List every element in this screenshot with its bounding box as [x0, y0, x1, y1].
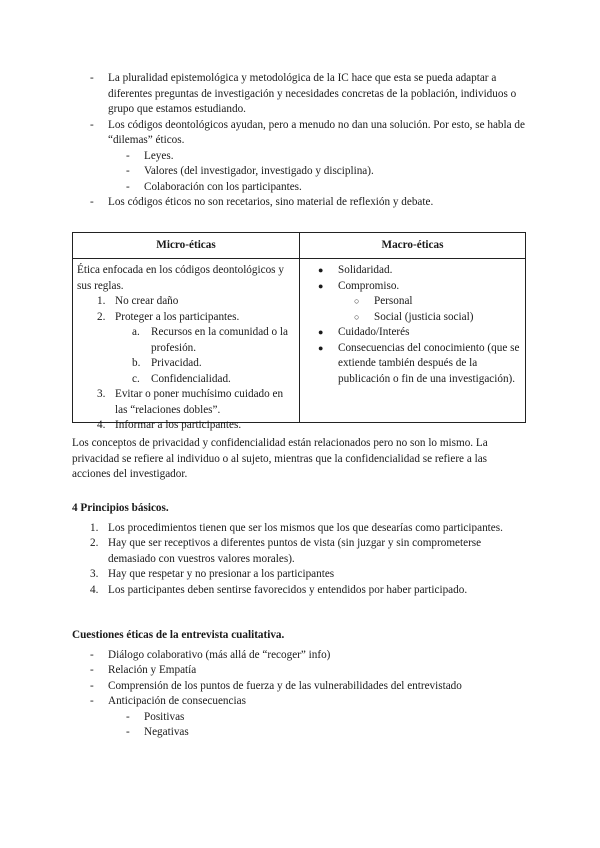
macro-sublist: [308, 294, 523, 325]
letter-marker: c.: [132, 372, 140, 385]
dot-marker: ●: [318, 327, 324, 337]
dash-marker: -: [90, 72, 94, 84]
list-item-text: Los participantes deben sentirse favorecidos y entendidos por haber participado.: [108, 583, 468, 596]
list-item: [72, 648, 527, 664]
list-item: [308, 294, 523, 310]
number-marker: 2.: [97, 310, 106, 323]
ethics-table: [72, 232, 526, 431]
number-marker: 4.: [97, 419, 106, 431]
list-item: [308, 341, 523, 388]
list-item: [72, 710, 527, 726]
micro-column: [77, 263, 297, 434]
interview-ethics-section: [72, 628, 527, 741]
dot-marker: ●: [318, 280, 324, 291]
list-item-text: Anticipación de consecuencias: [108, 695, 246, 707]
list-item: [72, 536, 527, 567]
list-item: [308, 325, 523, 341]
dash-marker: -: [126, 710, 130, 723]
list-item: [77, 356, 297, 372]
circle-marker: ○: [354, 296, 360, 306]
list-item: [77, 387, 297, 418]
list-item-text: Positivas: [144, 710, 185, 723]
number-marker: 1.: [97, 295, 106, 307]
dash-marker: -: [90, 664, 94, 676]
list-item-text: Privacidad.: [151, 357, 202, 369]
list-item-text: Los códigos deontológicos ayudan, pero a menudo no dan una solución. Por esto, se habla de “dilemas” éticos.: [108, 118, 525, 146]
list-item-text: Cuidado/Interés: [338, 326, 410, 338]
list-item: [90, 195, 530, 211]
list-item-text: Proteger a los participantes.: [115, 310, 240, 323]
list-item-text: Social (justicia social): [374, 310, 474, 323]
list-item-text: Relación y Empatía: [108, 664, 197, 676]
list-item-text: Compromiso.: [338, 279, 400, 292]
list-item: [308, 279, 523, 295]
list-item: [77, 310, 297, 326]
section-title: 4 Principios básicos.: [72, 502, 169, 514]
list-item-text: Valores (del investigador, investigado y disciplina).: [144, 165, 374, 177]
dot-marker: ●: [318, 342, 324, 353]
list-item: [126, 180, 530, 196]
list-item-text: Recursos en la comunidad o la profesión.: [151, 326, 289, 354]
dash-marker: -: [126, 180, 130, 193]
list-item: [72, 583, 527, 599]
number-marker: 3.: [97, 388, 106, 400]
list-item: [72, 694, 527, 710]
list-item: [90, 118, 530, 149]
dash-marker: -: [126, 165, 130, 177]
dash-marker: -: [90, 679, 94, 692]
column-divider: [299, 258, 300, 422]
top-bullet-list: [90, 71, 530, 211]
list-item: [72, 663, 527, 679]
list-item: [308, 310, 523, 326]
dash-marker: -: [126, 726, 130, 738]
list-item: [126, 149, 530, 165]
list-item-text: Colaboración con los participantes.: [144, 180, 302, 193]
list-item-text: Confidencialidad.: [151, 372, 231, 385]
list-item-text: Hay que ser receptivos a diferentes puntos de vista (sin juzgar y sin comprometerse demasiado con vuestros valores morales).: [108, 537, 482, 565]
list-item-text: Leyes.: [144, 149, 174, 162]
table-header-macro: Macro-éticas: [300, 233, 525, 259]
dash-marker: -: [126, 149, 130, 162]
dash-marker: -: [90, 648, 94, 661]
list-item-text: Diálogo colaborativo (más allá de “recoger” info): [108, 648, 331, 661]
list-item-text: Negativas: [144, 726, 189, 738]
section-title: Cuestiones éticas de la entrevista cualitativa.: [72, 629, 285, 641]
list-item-text: Los procedimientos tienen que ser los mismos que los que desearías como participantes.: [108, 521, 503, 534]
macro-column: [308, 263, 523, 387]
list-item-text: Informar a los participantes.: [115, 419, 242, 431]
circle-marker: ○: [354, 311, 360, 322]
number-marker: 2.: [90, 537, 99, 549]
list-item: [72, 567, 527, 583]
privacy-paragraph: Los conceptos de privacidad y confidencialidad están relacionados pero no son lo mismo. La privacidad se refiere al individuo o al sujeto, mientras que la confidencialidad se refiere a las acciones del investigador.: [72, 437, 488, 480]
list-item: [77, 325, 297, 356]
list-item: [72, 521, 527, 537]
principles-section: [72, 501, 527, 598]
micro-sublist: [77, 325, 297, 387]
list-item-text: Comprensión de los puntos de fuerza y de las vulnerabilidades del entrevistado: [108, 679, 462, 692]
list-item-text: Hay que respetar y no presionar a los participantes: [108, 568, 335, 580]
consequences-sublist: [72, 710, 527, 741]
macro-list: [308, 263, 523, 387]
list-item-text: Solidaridad.: [338, 264, 393, 276]
list-item-text: La pluralidad epistemológica y metodológica de la IC hace que esta se pueda adaptar a diferentes preguntas de investigación y necesidades concretas de la población, individuos o grupo que estamos estudiando.: [108, 72, 517, 115]
letter-marker: b.: [132, 357, 141, 369]
list-item: [72, 725, 527, 741]
dot-marker: ●: [318, 265, 324, 275]
list-item-text: Personal: [374, 295, 413, 307]
letter-marker: a.: [132, 326, 140, 338]
list-item: [90, 71, 530, 118]
dash-marker: -: [90, 196, 94, 208]
dash-marker: -: [90, 118, 94, 131]
list-item: [77, 372, 297, 388]
list-item-text: Evitar o poner muchísimo cuidado en las “relaciones dobles”.: [115, 388, 284, 416]
number-marker: 1.: [90, 521, 99, 534]
list-item: [308, 263, 523, 279]
micro-list: [77, 294, 297, 434]
list-item-text: No crear daño: [115, 295, 179, 307]
micro-intro: Ética enfocada en los códigos deontológicos y sus reglas.: [77, 264, 284, 292]
list-item: [126, 164, 530, 180]
number-marker: 3.: [90, 568, 99, 580]
list-item-text: Consecuencias del conocimiento (que se extiende también después de la publicación o fin de una investigación).: [338, 341, 520, 385]
list-item: [72, 679, 527, 695]
sub-bullet-list: [126, 149, 530, 196]
table-header-micro: Micro-éticas: [73, 233, 300, 259]
dash-marker: -: [90, 695, 94, 707]
number-marker: 4.: [90, 583, 99, 596]
list-item-text: Los códigos éticos no son recetarios, sino material de reflexión y debate.: [108, 196, 434, 208]
list-item: [77, 294, 297, 310]
list-item: [77, 418, 297, 434]
